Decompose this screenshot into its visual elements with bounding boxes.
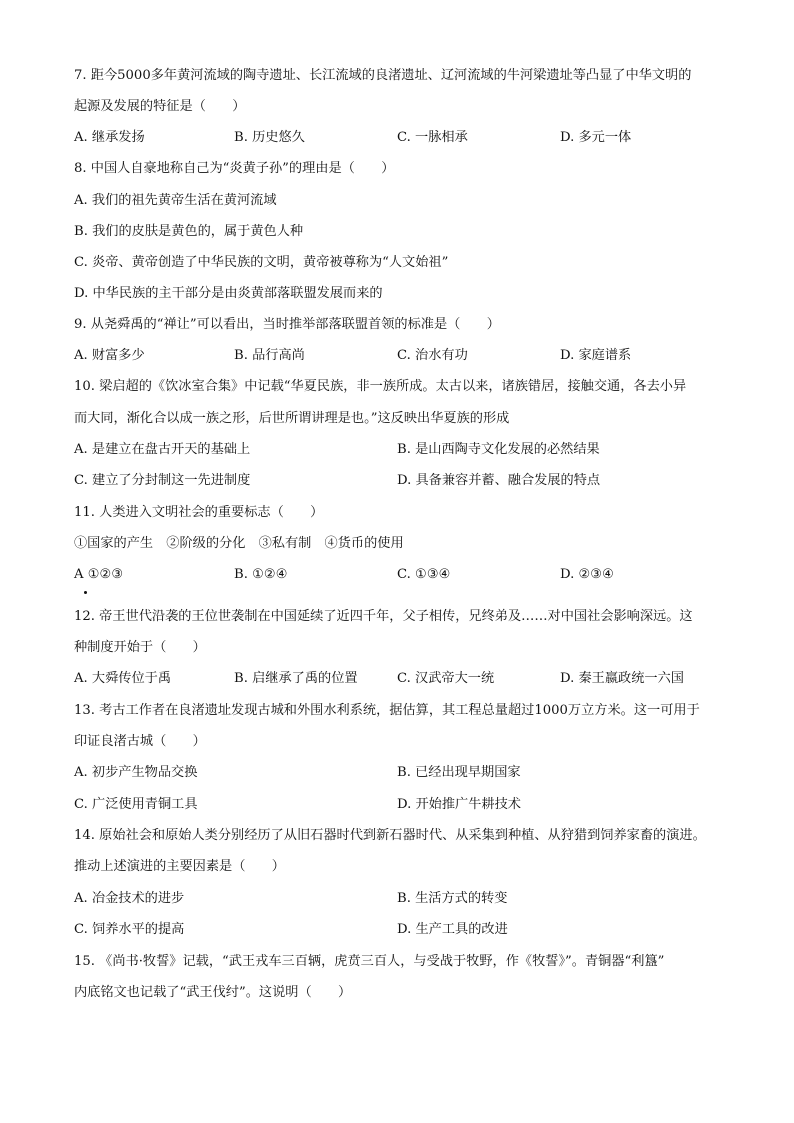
q12-option-c: C. 汉武帝大一统 (397, 671, 495, 686)
q10-option-d: D. 具备兼容并蓄、融合发展的特点 (397, 473, 601, 488)
q14-option-c: C. 饲养水平的提高 (74, 922, 185, 937)
q8-stem: 8. 中国人自豪地称自己为“炎黄子孙”的理由是（ ） (74, 161, 395, 176)
q7-option-b: B. 历史悠久 (234, 130, 305, 145)
q14-stem-line2: 推动上述演进的主要因素是（ ） (74, 859, 285, 874)
q12-stem-line2: 种制度开始于（ ） (74, 640, 206, 655)
q10-stem-line2: 而大同，渐化合以成一族之形，后世所谓讲理是也。”这反映出华夏族的形成 (74, 411, 510, 426)
q12-option-b: B. 启继承了禹的位置 (234, 671, 358, 686)
q8-option-b: B. 我们的皮肤是黄色的，属于黄色人种 (74, 224, 304, 239)
q9-option-b: B. 品行高尚 (234, 348, 305, 363)
q14-option-b: B. 生活方式的转变 (397, 891, 508, 906)
q11-option-d: D. ②③④ (560, 567, 614, 582)
q9-option-d: D. 家庭谱系 (560, 348, 632, 363)
q11-option-c: C. ①③④ (397, 567, 451, 582)
q7-stem-line1: 7. 距今5000多年黄河流域的陶寺遗址、长江流域的良渚遗址、辽河流域的牛河梁遗址等凸显了中华文明的 (74, 68, 692, 83)
q15-stem-line2: 内底铭文也记载了“武王伐纣”。这说明（ ） (74, 985, 352, 1000)
q13-stem-line2: 印证良渚古城（ ） (74, 734, 206, 749)
q11-option-b: B. ①②④ (234, 567, 288, 582)
q14-option-a: A. 冶金技术的进步 (74, 891, 185, 906)
q7-stem-line2: 起源及发展的特征是（ ） (74, 99, 246, 114)
q7-option-a: A. 继承发扬 (74, 130, 145, 145)
q12-stem-line1: 12. 帝王世代沿袭的王位世袭制在中国延续了近四千年，父子相传，兄终弟及……对中国社会影响深远。这 (74, 609, 693, 624)
q12-option-d: D. 秦王嬴政统一六国 (560, 671, 684, 686)
q11-option-a: A ①②③ (74, 567, 124, 582)
q8-option-c: C. 炎帝、黄帝创造了中华民族的文明，黄帝被尊称为“人文始祖” (74, 255, 449, 270)
q10-option-a: A. 是建立在盘古开天的基础上 (74, 442, 251, 457)
q9-stem: 9. 从尧舜禹的“禅让”可以看出，当时推举部落联盟首领的标准是（ ） (74, 317, 500, 332)
q11-stem: 11. 人类进入文明社会的重要标志（ ） (74, 505, 324, 520)
q15-stem-line1: 15. 《尚书·牧誓》记载，“武王戎车三百辆，虎贲三百人，与受战于牧野，作《牧誓》”。青铜器“利簋” (74, 954, 665, 969)
q11-items: ①国家的产生 ②阶级的分化 ③私有制 ④货币的使用 (74, 536, 404, 551)
q13-option-d: D. 开始推广牛耕技术 (397, 797, 521, 812)
q10-option-b: B. 是山西陶寺文化发展的必然结果 (397, 442, 600, 457)
q7-option-c: C. 一脉相承 (397, 130, 468, 145)
q10-stem-line1: 10. 梁启超的《饮冰室合集》中记载“华夏民族，非一族所成。太古以来，诸族错居，接触交通，各去小异 (74, 379, 687, 394)
q14-option-d: D. 生产工具的改进 (397, 922, 508, 937)
q9-option-c: C. 治水有功 (397, 348, 468, 363)
q13-stem-line1: 13. 考古工作者在良渚遗址发现古城和外围水利系统，据估算，其工程总量超过1000万立方米。这一可用于 (74, 703, 700, 718)
q7-option-d: D. 多元一体 (560, 130, 632, 145)
q13-option-c: C. 广泛使用青铜工具 (74, 797, 198, 812)
q9-option-a: A. 财富多少 (74, 348, 145, 363)
q10-option-c: C. 建立了分封制这一先进制度 (74, 473, 251, 488)
q14-stem-line1: 14. 原始社会和原始人类分别经历了从旧石器时代到新石器时代、从采集到种植、从狩猎到饲养家畜的演进。 (74, 828, 706, 843)
q12-option-a: A. 大舜传位于禹 (74, 671, 172, 686)
q8-option-d: D. 中华民族的主干部分是由炎黄部落联盟发展而来的 (74, 286, 383, 301)
q13-option-a: A. 初步产生物品交换 (74, 765, 198, 780)
q8-option-a: A. 我们的祖先黄帝生活在黄河流域 (74, 193, 277, 208)
stray-dot-mark (84, 591, 87, 594)
q13-option-b: B. 已经出现早期国家 (397, 765, 521, 780)
